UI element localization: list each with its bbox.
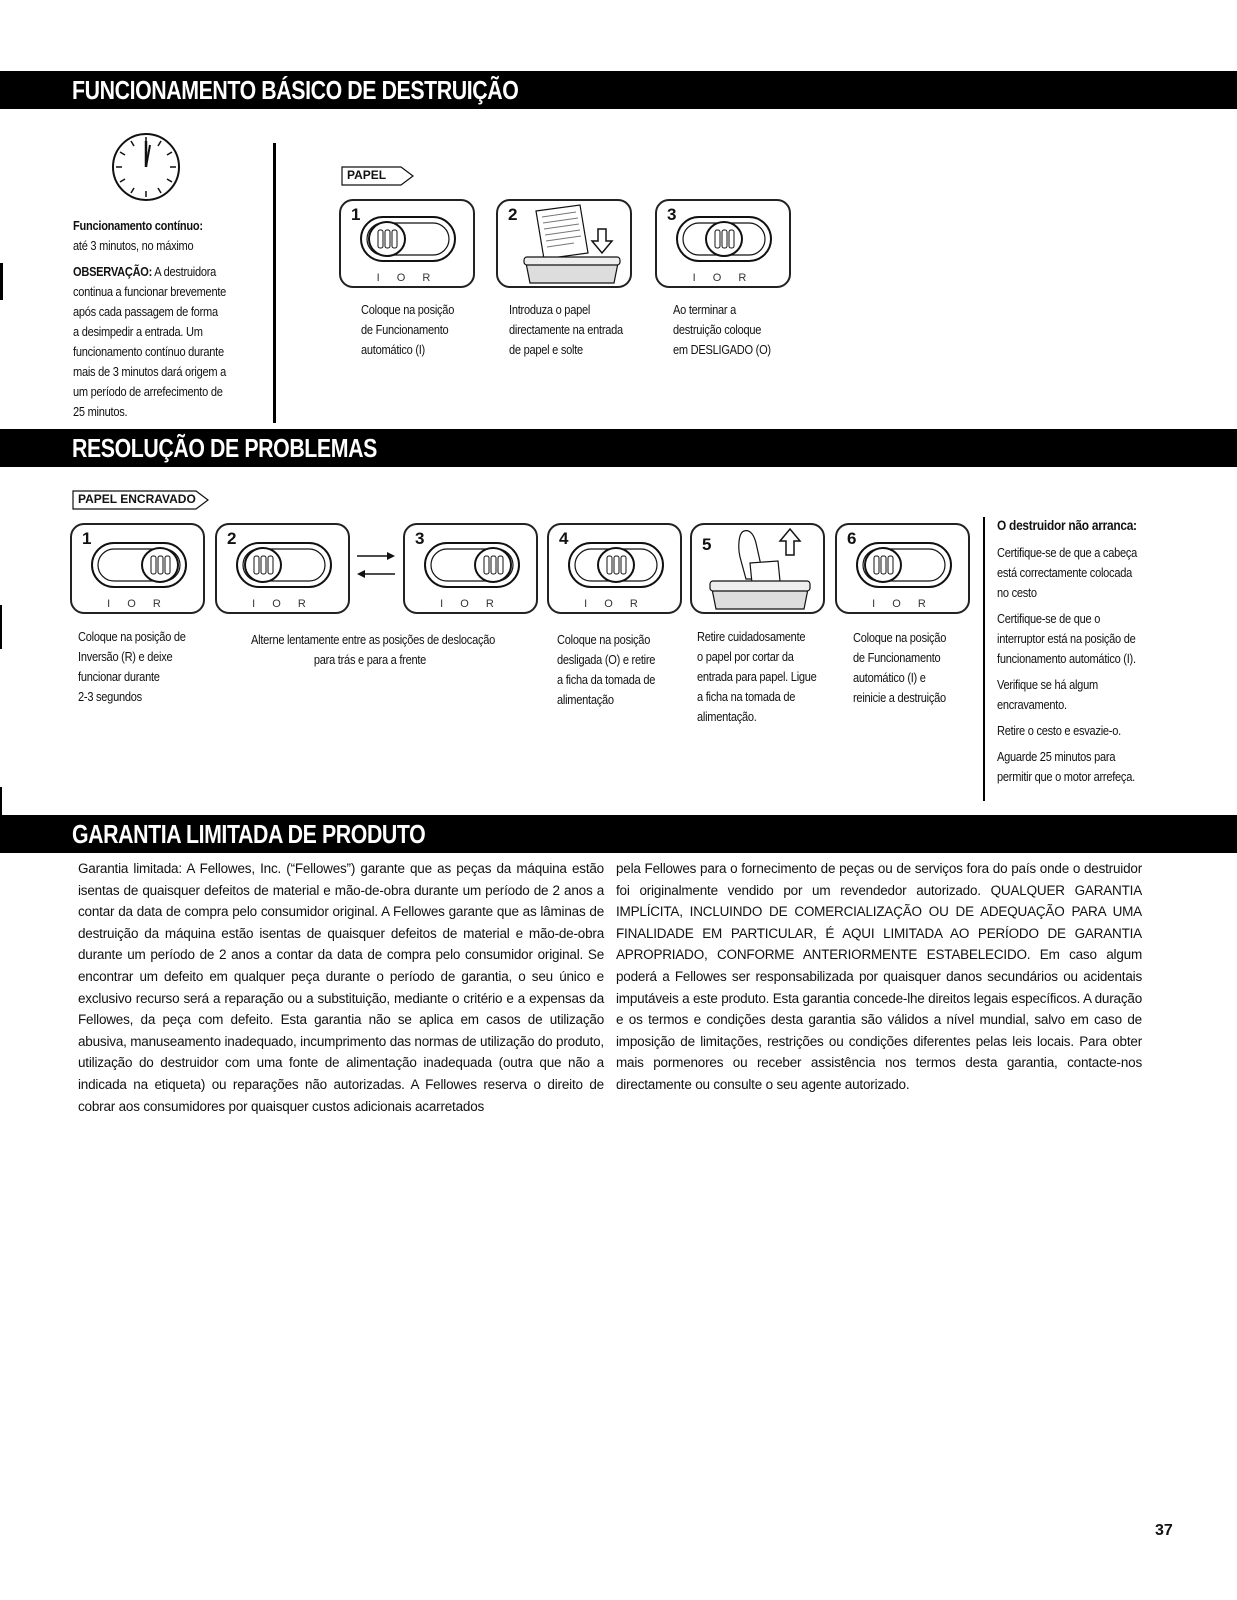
caption-line: para trás e para a frente xyxy=(313,652,427,667)
section-header-basic xyxy=(0,71,1237,109)
margin-tick xyxy=(0,787,2,815)
paper-step-1-caption xyxy=(361,300,454,360)
switch-positions-label: I O R xyxy=(692,272,754,284)
note-line: mais de 3 minutos dará origem a xyxy=(73,364,227,379)
note-line: a desimpedir a entrada. Um xyxy=(73,324,203,339)
caption-line: de papel e solte xyxy=(509,342,583,357)
step-number: 1 xyxy=(82,529,92,548)
switch-icon xyxy=(423,541,521,589)
caption-line: automático (I) xyxy=(361,342,425,357)
not-start-item xyxy=(997,747,1167,787)
not-start-item xyxy=(997,675,1167,715)
step-number: 3 xyxy=(667,205,677,224)
item-line: Certifique-se de que a cabeça xyxy=(997,545,1138,560)
jam-step-1-caption xyxy=(78,627,186,707)
switch-positions-label: I O R xyxy=(107,598,168,610)
caption-line: a ficha na tomada de xyxy=(697,689,796,704)
item-line: Certifique-se de que o xyxy=(997,611,1101,626)
note-line: 25 minutos. xyxy=(73,404,128,419)
jam-tag xyxy=(72,490,216,508)
paper-step-1 xyxy=(339,199,475,288)
switch-positions-label: I O R xyxy=(440,598,501,610)
caption-line: Coloque na posição de xyxy=(78,629,186,644)
caption-line: entrada para papel. Ligue xyxy=(697,669,817,684)
section-header-troubleshoot xyxy=(0,429,1237,467)
jam-step-3 xyxy=(403,523,538,614)
step-number: 4 xyxy=(559,529,569,548)
caption-line: Ao terminar a xyxy=(673,302,737,317)
continuous-text: até 3 minutos, no máximo xyxy=(73,238,194,253)
switch-icon xyxy=(235,541,333,589)
jam-step-5-caption xyxy=(697,627,817,727)
switch-icon xyxy=(359,215,457,263)
item-line: está correctamente colocada xyxy=(997,565,1133,580)
section-title-warranty: GARANTIA LIMITADA DE PRODUTO xyxy=(72,819,426,849)
caption-line: directamente na entrada xyxy=(509,322,623,337)
jam-step-6-caption xyxy=(853,628,946,708)
paper-step-3 xyxy=(655,199,791,288)
step-number: 2 xyxy=(227,529,237,548)
caption-line: destruição coloque xyxy=(673,322,762,337)
warranty-column-2 xyxy=(616,858,1142,1096)
step-number: 2 xyxy=(508,205,518,224)
section-header-warranty xyxy=(0,815,1237,853)
step-number: 1 xyxy=(351,205,361,224)
note-line: após cada passagem de forma xyxy=(73,304,218,319)
caption-line: Introduza o papel xyxy=(509,302,591,317)
note-line: um período de arrefecimento de xyxy=(73,384,223,399)
note-line: funcionamento contínuo durante xyxy=(73,344,224,359)
item-line: permitir que o motor arrefeça. xyxy=(997,769,1135,784)
caption-line: Retire cuidadosamente xyxy=(697,629,806,644)
caption-line: Coloque na posição xyxy=(853,630,947,645)
margin-tick xyxy=(0,263,3,300)
continuous-block xyxy=(73,216,243,422)
step-number: 3 xyxy=(415,529,425,548)
column-divider xyxy=(273,143,276,423)
caption-line: desligada (O) e retire xyxy=(557,652,656,667)
continuous-title: Funcionamento contínuo: xyxy=(73,218,203,233)
shredder-remove-paper-icon xyxy=(704,527,820,611)
caption-line: o papel por cortar da xyxy=(697,649,794,664)
jam-step-1 xyxy=(70,523,205,614)
note-label: OBSERVAÇÃO: xyxy=(73,264,153,279)
toggle-arrows-icon xyxy=(355,548,397,584)
item-line: encravamento. xyxy=(997,697,1067,712)
warranty-column-1 xyxy=(78,858,604,1117)
caption-line: de Funcionamento xyxy=(853,650,941,665)
caption-line: a ficha da tomada de xyxy=(557,672,656,687)
item-line: Retire o cesto e esvazie-o. xyxy=(997,723,1121,738)
item-line: no cesto xyxy=(997,585,1037,600)
caption-line: Inversão (R) e deixe xyxy=(78,649,173,664)
right-column-divider xyxy=(983,517,985,801)
switch-positions-label: I O R xyxy=(872,598,933,610)
clock-icon xyxy=(110,131,182,203)
caption-line: automático (I) e xyxy=(853,670,926,685)
jam-step-6 xyxy=(835,523,970,614)
warranty-paragraph-1: Garantia limitada: A Fellowes, Inc. (“Fellowes”) garante que as peças da máquina estão isentas de quaisquer defeitos de material e mão-de-obra durante um período de 2 anos a contar da data de compra pelo consumidor original. A Fellowes garante que as lâminas de destruição da máquina estão isentas de quaisquer defeitos de material e mão-de-obra durante um período de 2 anos a contar da data de compra pelo consumidor original. Se encontrar um defeito em qualquer peça durante o período de garantia, o seu único e exclusivo recurso será a reparação ou a substituição, mediante o critério e a expensas da Fellowes, da peça com defeito. Esta garantia não se aplica em casos de utilização abusiva, manuseamento inadequado, incumprimento das normas de utilização do produto, utilização do destruidor com uma fonte de alimentação inadequada (outra que não a indicada na etiqueta) ou reparações não autorizadas. A Fellowes reserva o direito de cobrar aos consumidores por quaisquer custos adicionais acarretados xyxy=(78,861,604,1114)
step-number: 6 xyxy=(847,529,857,548)
paper-tag-label: PAPEL xyxy=(347,168,387,182)
paper-tag xyxy=(341,166,421,184)
caption-line: Coloque na posição xyxy=(361,302,455,317)
step-number: 5 xyxy=(702,535,712,554)
caption-line: funcionar durante xyxy=(78,669,160,684)
switch-icon xyxy=(567,541,665,589)
item-line: Verifique se há algum xyxy=(997,677,1098,692)
jam-step-4-caption xyxy=(557,630,655,710)
jam-tag-label: PAPEL ENCRAVADO xyxy=(78,492,196,506)
not-start-item xyxy=(997,543,1167,603)
paper-step-2 xyxy=(496,199,632,288)
jam-step-2-caption xyxy=(230,630,510,670)
note-line: A destruidora xyxy=(152,264,217,279)
note-line: continua a funcionar brevemente xyxy=(73,284,227,299)
caption-line: reinicie a destruição xyxy=(853,690,946,705)
caption-line: 2-3 segundos xyxy=(78,689,142,704)
switch-icon xyxy=(855,541,953,589)
paper-step-3-caption xyxy=(673,300,771,360)
caption-line: Alterne lentamente entre as posições de deslocação xyxy=(251,632,496,647)
switch-icon xyxy=(90,541,188,589)
jam-step-5 xyxy=(690,523,825,614)
item-line: Aguarde 25 minutos para xyxy=(997,749,1116,764)
item-line: interruptor está na posição de xyxy=(997,631,1136,646)
not-start-block xyxy=(997,515,1167,787)
shredder-insert-paper-icon xyxy=(518,203,628,285)
item-line: funcionamento automático (I). xyxy=(997,651,1136,666)
section-title-basic: FUNCIONAMENTO BÁSICO DE DESTRUIÇÃO xyxy=(72,75,519,105)
caption-line: de Funcionamento xyxy=(361,322,449,337)
not-start-item xyxy=(997,721,1167,741)
caption-line: em DESLIGADO (O) xyxy=(673,342,771,357)
switch-positions-label: I O R xyxy=(584,598,645,610)
not-start-title: O destruidor não arranca: xyxy=(997,517,1137,533)
margin-tick xyxy=(0,605,2,649)
switch-positions-label: I O R xyxy=(376,272,438,284)
switch-icon xyxy=(675,215,773,263)
section-title-troubleshoot: RESOLUÇÃO DE PROBLEMAS xyxy=(72,433,377,463)
jam-step-4 xyxy=(547,523,682,614)
caption-line: Coloque na posição xyxy=(557,632,651,647)
paper-step-2-caption xyxy=(509,300,623,360)
caption-line: alimentação xyxy=(557,692,614,707)
switch-positions-label: I O R xyxy=(252,598,313,610)
page-number: 37 xyxy=(1155,1522,1173,1539)
not-start-item xyxy=(997,609,1167,669)
warranty-paragraph-2: pela Fellowes para o fornecimento de peças ou de serviços fora do país onde o destruidor foi originalmente vendido por um revendedor autorizado. QUALQUER GARANTIA IMPLÍCITA, INCLUINDO DE COMERCIALIZAÇÃO OU DE ADEQUAÇÃO PARA UMA FINALIDADE EM PARTICULAR, É AQUI LIMITADA AO PERÍODO DE GARANTIA APROPRIADO, CONFORME ANTERIORMENTE ESTABELECIDO. Em caso algum poderá a Fellowes ser responsabilizada por quaisquer danos secundários ou acidentais imputáveis a este produto. Esta garantia concede-lhe direitos legais específicos. A duração e os termos e condições desta garantia são válidos a nível mundial, salvo em caso de imposição de limitações, restrições ou condições diferentes pelas leis locais. Para obter mais pormenores ou receber assistência nos termos desta garantia, contacte-nos directamente ou consulte o seu agente autorizado. xyxy=(616,861,1142,1092)
caption-line: alimentação. xyxy=(697,709,757,724)
jam-step-2 xyxy=(215,523,350,614)
